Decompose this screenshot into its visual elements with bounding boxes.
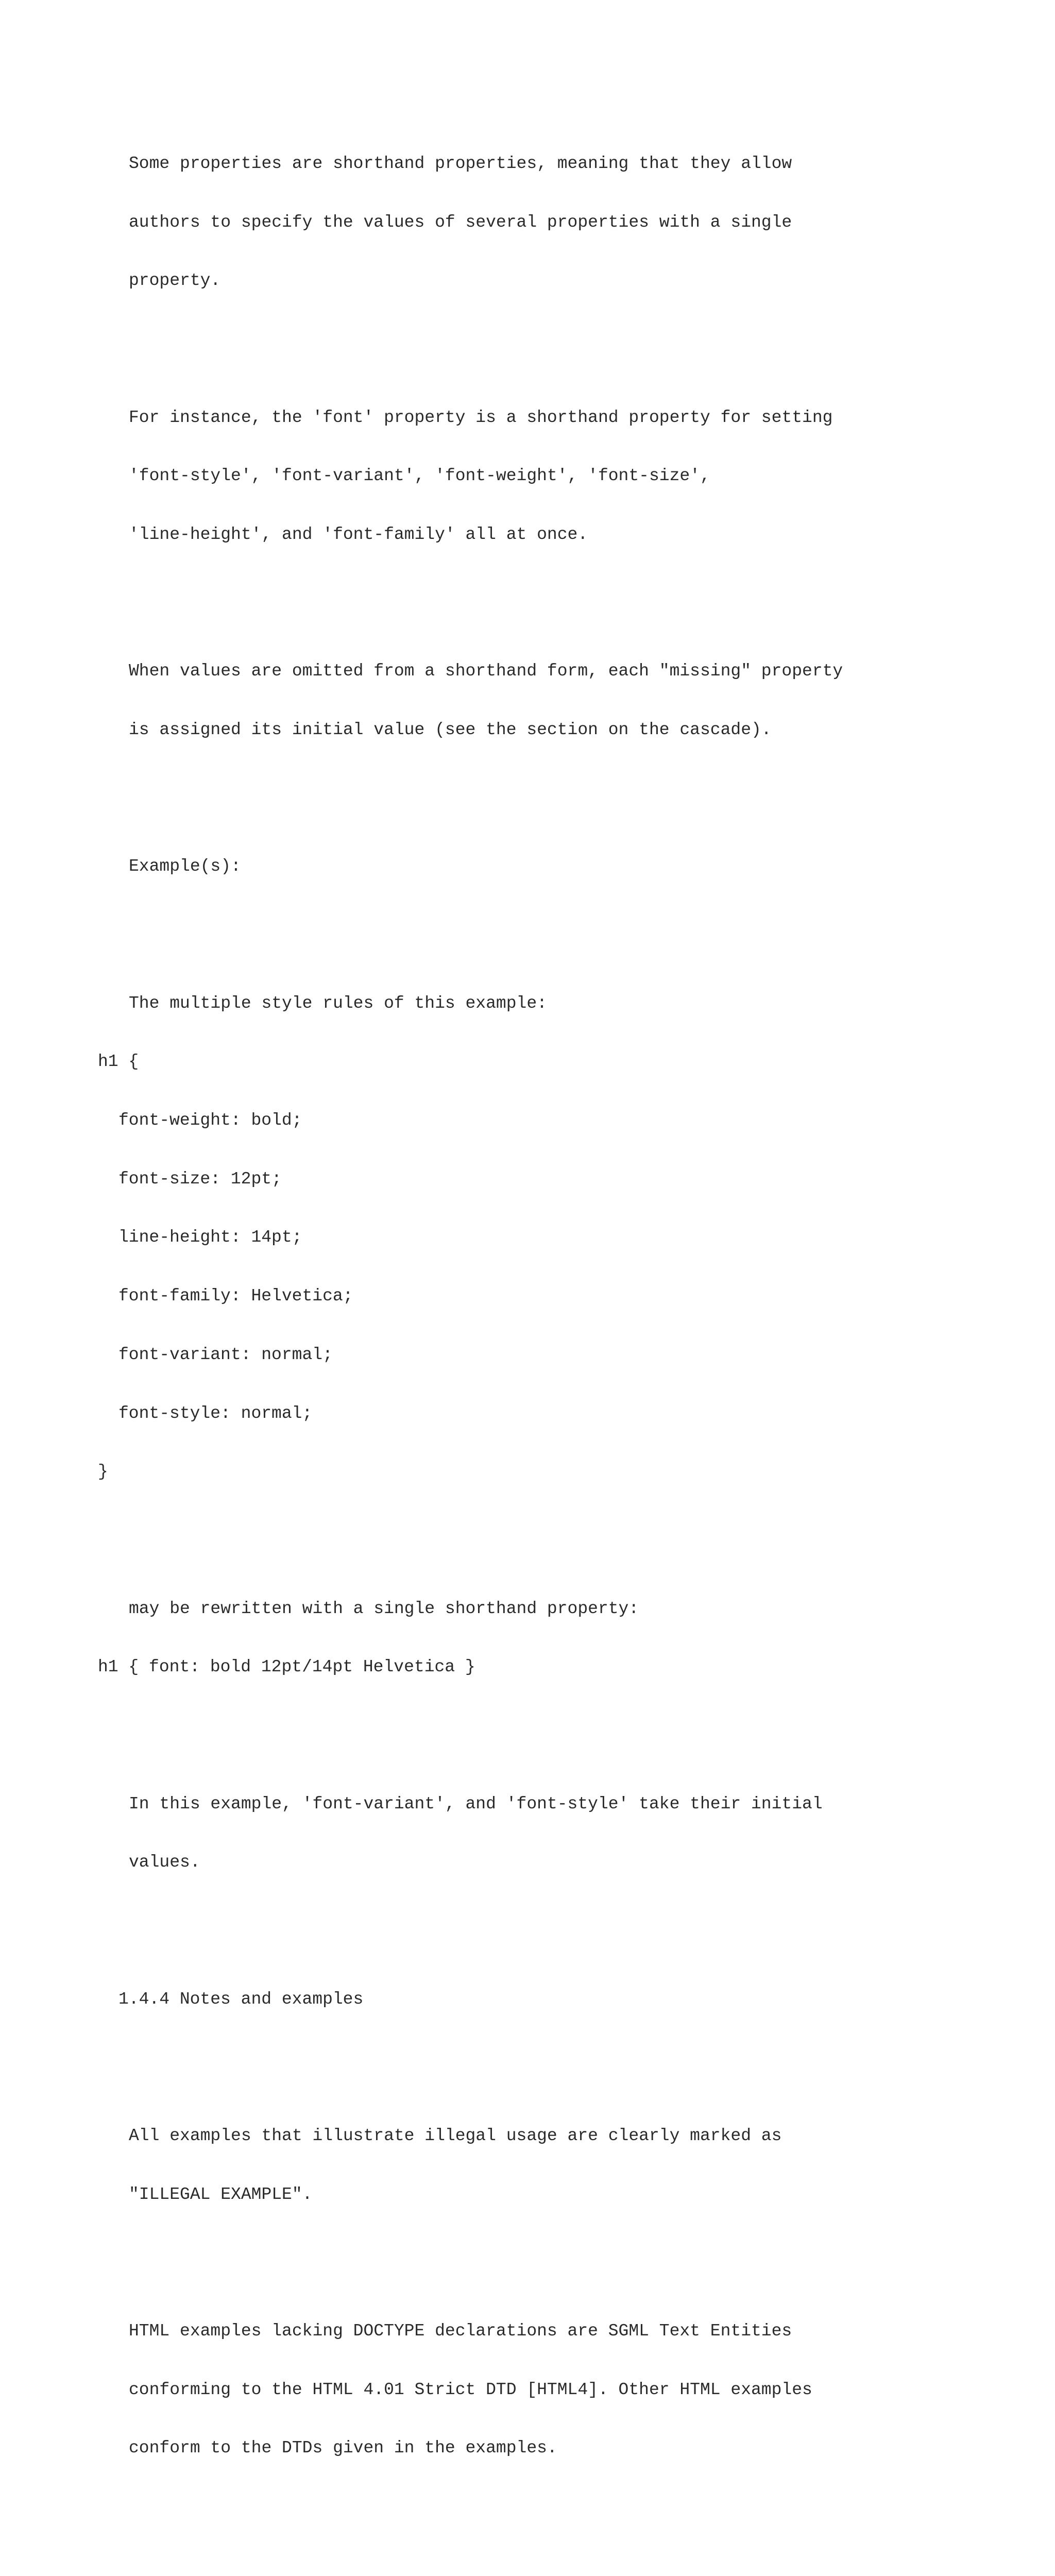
blank-line bbox=[98, 2243, 843, 2263]
code-block-1-line: font-family: Helvetica; bbox=[118, 1286, 353, 1306]
shorthand-intro-line: authors to specify the values of several properties with a single bbox=[129, 212, 792, 232]
html-examples-line: conform to the DTDs given in the examples. bbox=[129, 2438, 557, 2458]
document-text bbox=[98, 115, 843, 2576]
shorthand-intro-line: property. bbox=[129, 271, 221, 291]
blank-line bbox=[98, 779, 843, 799]
font-instance-line: 'line-height', and 'font-family' all at once. bbox=[129, 524, 588, 544]
blank-line bbox=[98, 916, 843, 935]
code-block-1-line: font-variant: normal; bbox=[118, 1345, 333, 1364]
omitted-values-line: is assigned its initial value (see the section on the cascade). bbox=[129, 720, 772, 739]
blank-line bbox=[98, 1911, 843, 1931]
html-examples-line: conforming to the HTML 4.01 Strict DTD [HTML4]. Other HTML examples bbox=[129, 2380, 812, 2399]
initial-values-note-line: values. bbox=[129, 1853, 200, 1872]
font-instance-line: For instance, the 'font' property is a shorthand property for setting bbox=[129, 408, 833, 427]
shorthand-intro-line: Some properties are shorthand properties, meaning that they allow bbox=[129, 154, 792, 173]
code-block-1-line: font-weight: bold; bbox=[118, 1110, 302, 1130]
blank-line bbox=[98, 1521, 843, 1540]
omitted-values-line: When values are omitted from a shorthand form, each "missing" property bbox=[129, 662, 843, 681]
code-block-1-line: font-style: normal; bbox=[118, 1403, 313, 1423]
notes-informative bbox=[98, 2575, 843, 2576]
examples-label: Example(s): bbox=[129, 857, 241, 876]
section-heading-1-4-4: 1.4.4 Notes and examples bbox=[118, 1989, 364, 2009]
code-block-2: h1 { font: bold 12pt/14pt Helvetica } bbox=[98, 1657, 475, 1677]
rewritten-intro: may be rewritten with a single shorthand property: bbox=[129, 1599, 639, 1618]
blank-line bbox=[98, 1716, 843, 1736]
code-block-1-line: line-height: 14pt; bbox=[118, 1228, 302, 1247]
initial-values-note-line: In this example, 'font-variant', and 'font-style' take their initial bbox=[129, 1794, 823, 1814]
code-block-1-line: font-size: 12pt; bbox=[118, 1169, 282, 1189]
illegal-examples-line: "ILLEGAL EXAMPLE". bbox=[129, 2184, 313, 2204]
multiple-rules-intro: The multiple style rules of this example: bbox=[129, 993, 547, 1013]
html-examples-line: HTML examples lacking DOCTYPE declarations are SGML Text Entities bbox=[129, 2321, 792, 2341]
blank-line bbox=[98, 584, 843, 603]
illegal-examples-line: All examples that illustrate illegal usage are clearly marked as bbox=[129, 2126, 782, 2145]
font-instance-line: 'font-style', 'font-variant', 'font-weight', 'font-size', bbox=[129, 466, 710, 486]
blank-line bbox=[98, 330, 843, 349]
code-block-1-close: } bbox=[98, 1462, 108, 1482]
blank-line bbox=[98, 2048, 843, 2067]
code-block-1-open: h1 { bbox=[98, 1052, 139, 1072]
blank-line bbox=[98, 2497, 843, 2517]
